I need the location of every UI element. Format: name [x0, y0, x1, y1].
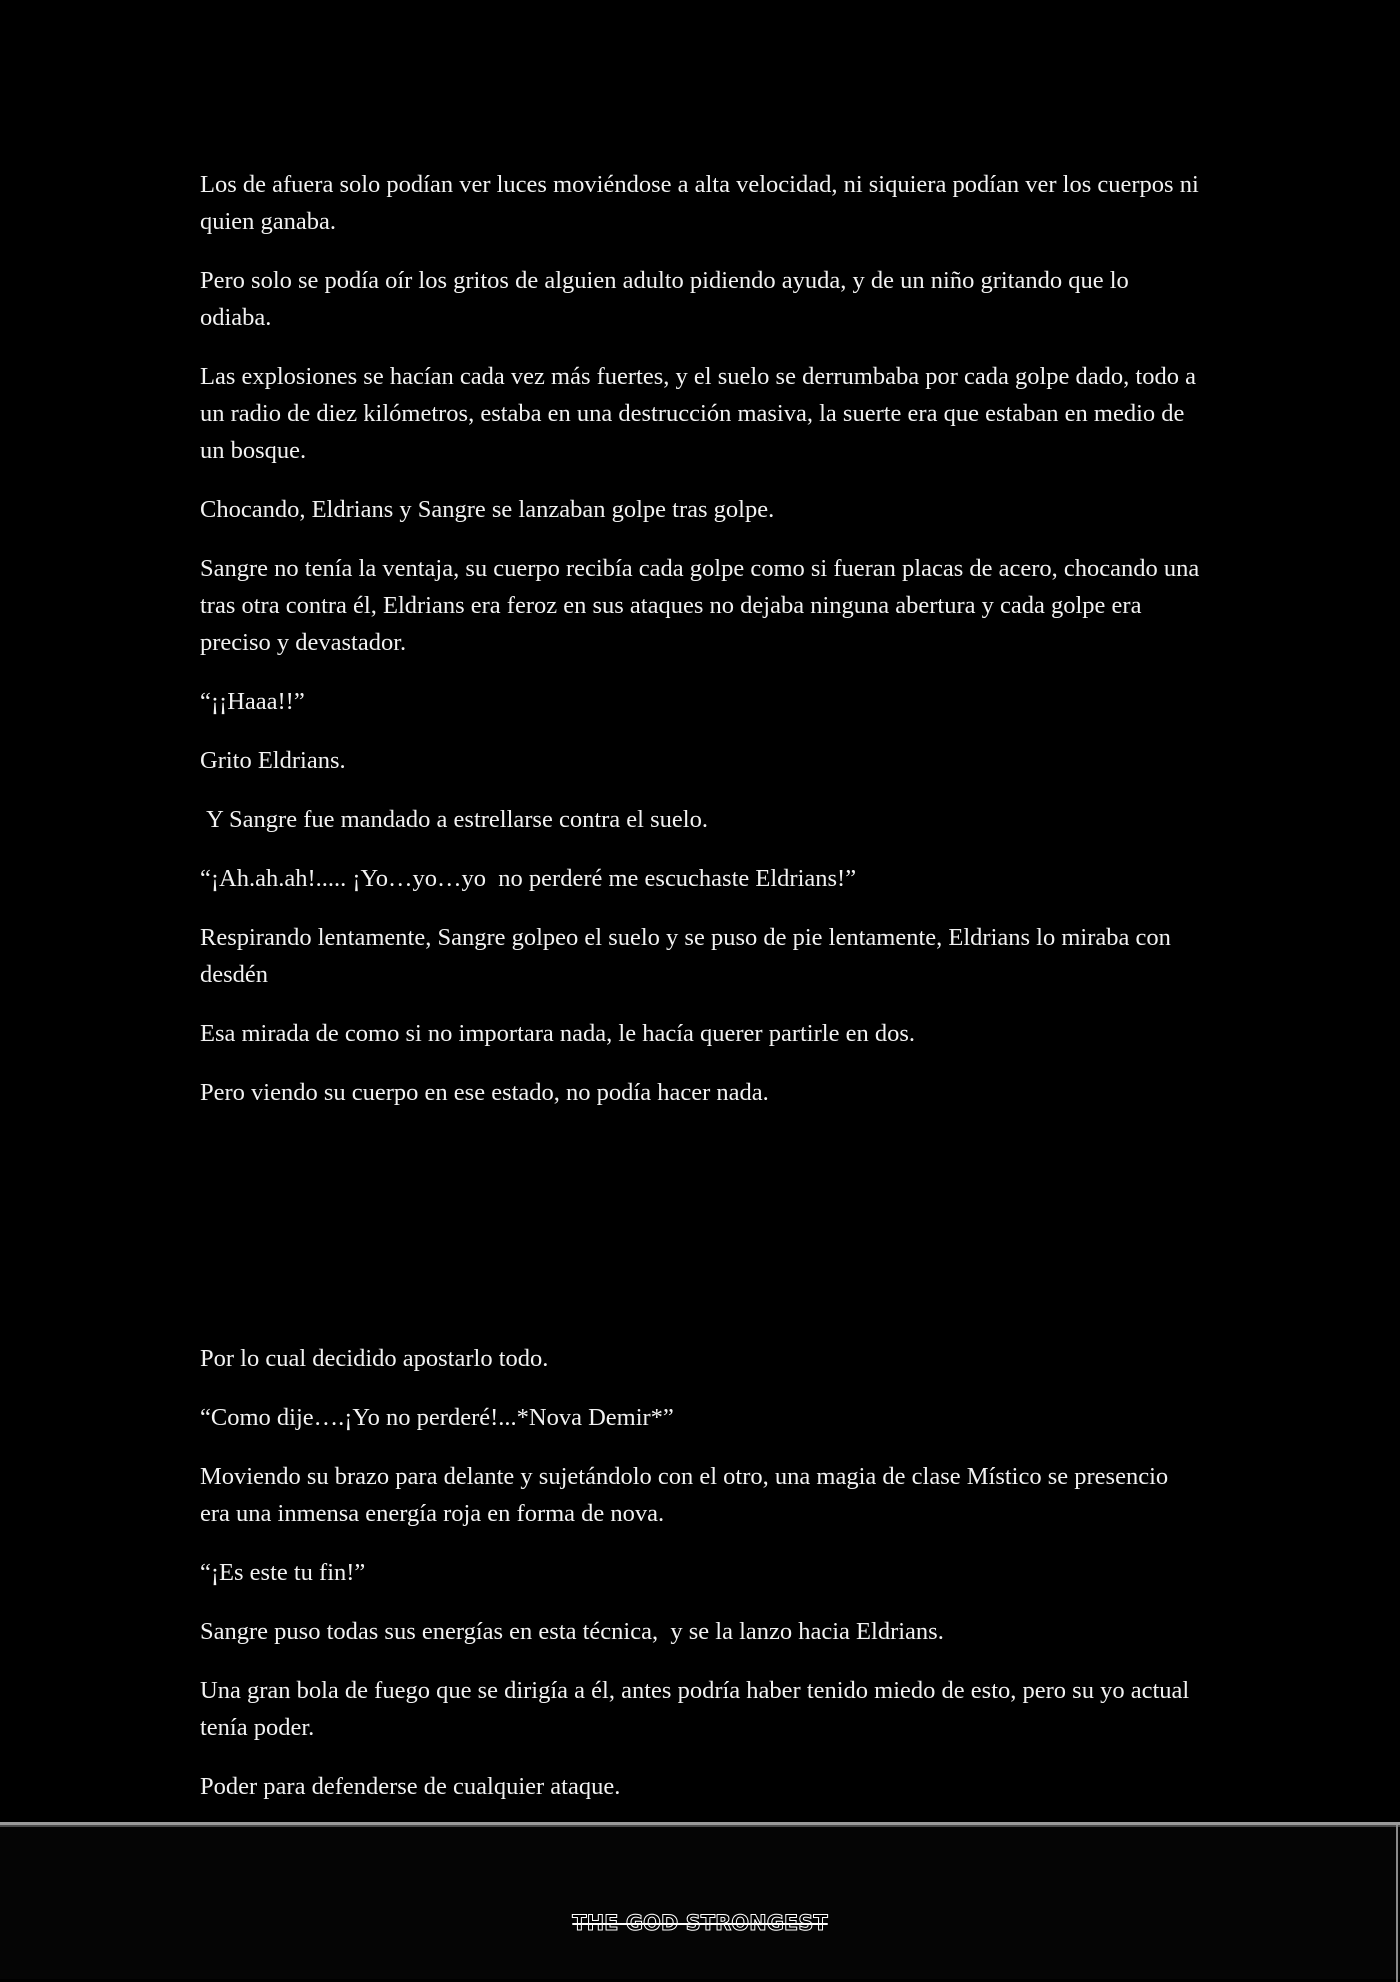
- dialogue-line: “¡Ah.ah.ah!..... ¡Yo…yo…yo no perderé me escuchaste Eldrians!”: [200, 865, 857, 892]
- paragraph: Poder para defenderse de cualquier ataque.: [200, 1773, 621, 1800]
- footer-edge-line: [1396, 1825, 1398, 1982]
- text-block-top: [200, 166, 1206, 1133]
- paragraph: Chocando, Eldrians y Sangre se lanzaban golpe tras golpe.: [200, 496, 775, 523]
- paragraph: Pero viendo su cuerpo en ese estado, no podía hacer nada.: [200, 1079, 769, 1106]
- paragraph: Grito Eldrians.: [200, 747, 346, 774]
- paragraph: Respirando lentamente, Sangre golpeo el suelo y se puso de pie lentamente, Eldrians lo miraba con desdén: [200, 924, 1177, 988]
- paragraph: Esa mirada de como si no importara nada, le hacía querer partirle en dos.: [200, 1020, 915, 1047]
- page-footer: [0, 1822, 1400, 1979]
- dialogue-line: “Como dije….¡Yo no perderé!...*Nova Demir*”: [200, 1404, 674, 1431]
- paragraph: Sangre no tenía la ventaja, su cuerpo recibía cada golpe como si fueran placas de acero, chocando una tras otra contra él, Eldrians era feroz en sus ataques no dejaba ninguna abertura y cada golpe era preciso y devastador.: [200, 555, 1206, 656]
- paragraph: Una gran bola de fuego que se dirigía a él, antes podría haber tenido miedo de esto, pero su yo actual tenía poder.: [200, 1677, 1196, 1741]
- text-block-bottom: [200, 1340, 1200, 1827]
- paragraph: Las explosiones se hacían cada vez más fuertes, y el suelo se derrumbaba por cada golpe dado, todo a un radio de diez kilómetros, estaba en una destrucción masiva, la suerte era que estaban en medio de un bosque.: [200, 363, 1203, 464]
- footer-title: THE GOD STRONGEST: [572, 1911, 828, 1935]
- paragraph: Pero solo se podía oír los gritos de alguien adulto pidiendo ayuda, y de un niño gritando que lo odiaba.: [200, 267, 1135, 331]
- paragraph: Los de afuera solo podían ver luces moviéndose a alta velocidad, ni siquiera podían ver los cuerpos ni quien ganaba.: [200, 171, 1205, 235]
- paragraph: Sangre puso todas sus energías en esta técnica, y se la lanzo hacia Eldrians.: [200, 1618, 944, 1645]
- dialogue-line: “¡Es este tu fin!”: [200, 1559, 366, 1586]
- paragraph: Moviendo su brazo para delante y sujetándolo con el otro, una magia de clase Místico se presencio era una inmensa energía roja en forma de nova.: [200, 1463, 1175, 1527]
- dialogue-line: “¡¡Haaa!!”: [200, 688, 305, 715]
- paragraph: Y Sangre fue mandado a estrellarse contra el suelo.: [200, 806, 708, 833]
- paragraph: Por lo cual decidido apostarlo todo.: [200, 1345, 549, 1372]
